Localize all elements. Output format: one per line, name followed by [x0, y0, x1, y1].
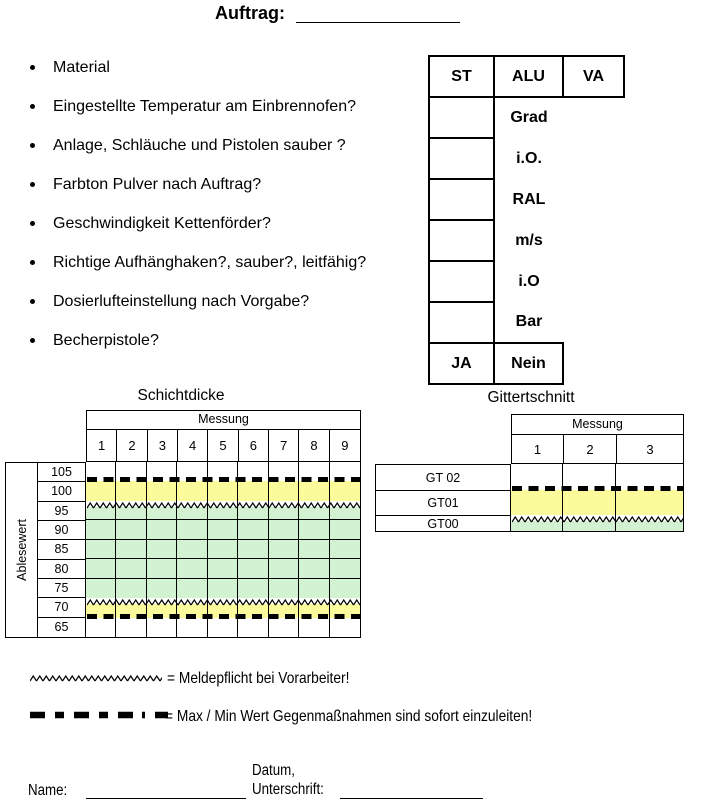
schichtdicke-title: Schichtdicke	[137, 387, 225, 404]
measurement-cell[interactable]	[330, 481, 360, 500]
measurement-cell[interactable]	[86, 559, 116, 577]
name-field[interactable]	[86, 780, 246, 799]
answer-ja-cell[interactable]: JA	[429, 343, 494, 384]
date-signature-label: Datum, Unterschrift:	[252, 762, 324, 798]
gitterschnitt-messung-header: Messung	[511, 414, 684, 434]
column-header: 2	[564, 435, 617, 463]
unit-label: Bar	[515, 313, 543, 330]
bullet-icon	[30, 338, 35, 343]
order-number-field[interactable]	[296, 4, 460, 23]
page-title: Auftrag:	[215, 3, 285, 23]
legend-dashed-text: = Max / Min Wert Gegenmaßnahmen sind sofort einzuleiten!	[165, 708, 533, 725]
measurement-cell[interactable]	[238, 462, 268, 481]
measurement-cell[interactable]	[147, 501, 177, 519]
grid-row-gt01	[511, 490, 683, 515]
checklist	[30, 48, 366, 360]
unit-label: Grad	[510, 109, 548, 126]
measurement-cell[interactable]	[86, 481, 116, 500]
measurement-cell[interactable]	[269, 618, 299, 637]
measurement-cell[interactable]	[330, 462, 360, 481]
answer-input-cell[interactable]	[429, 138, 494, 179]
column-header: 9	[341, 438, 349, 453]
measurement-cell[interactable]	[299, 618, 329, 637]
measurement-cell[interactable]	[208, 501, 238, 519]
measurement-cell[interactable]	[238, 481, 268, 500]
measurement-cell[interactable]	[299, 520, 329, 538]
column-header: 1	[512, 435, 564, 463]
measurement-cell[interactable]	[177, 598, 207, 617]
measurement-cell[interactable]	[116, 520, 146, 538]
checklist-item-label: Farbton Pulver nach Auftrag?	[53, 175, 262, 193]
bullet-icon	[30, 65, 35, 70]
checklist-item-label: Richtige Aufhänghaken?, sauber?, leitfähig?	[53, 253, 367, 271]
measurement-cell[interactable]	[177, 462, 207, 481]
measurement-cell[interactable]	[616, 464, 683, 490]
unit-label: i.O.	[516, 149, 542, 167]
measurement-cell[interactable]	[511, 515, 563, 531]
measurement-cell[interactable]	[299, 462, 329, 481]
gitterschnitt-measurement-grid	[511, 464, 684, 532]
row-value: 75	[38, 579, 85, 598]
measurement-cell[interactable]	[269, 501, 299, 519]
measurement-cell[interactable]	[116, 598, 146, 617]
measurement-cell[interactable]	[147, 579, 177, 598]
checklist-item	[30, 126, 366, 165]
grid-row-gt00	[511, 515, 683, 531]
measurement-cell[interactable]	[616, 515, 683, 531]
schichtdicke-messung-header: Messung	[86, 410, 361, 429]
column-header: 7	[269, 430, 299, 461]
gitterschnitt-column-headers	[511, 434, 684, 464]
unit-label: RAL	[512, 190, 546, 208]
measurement-cell[interactable]	[147, 481, 177, 500]
answer-nein-cell[interactable]: Nein	[494, 343, 563, 384]
measurement-cell[interactable]	[116, 579, 146, 598]
measurement-cell[interactable]	[269, 540, 299, 558]
measurement-cell[interactable]	[208, 598, 238, 617]
column-header: 8	[299, 430, 329, 461]
measurement-cell[interactable]	[616, 490, 683, 515]
checklist-item	[30, 48, 366, 87]
checklist-item	[30, 87, 366, 126]
measurement-cell[interactable]	[147, 520, 177, 538]
grid-row-65	[86, 618, 360, 637]
row-value: 70	[38, 598, 85, 617]
grid-row-75	[86, 579, 360, 598]
checklist-item	[30, 243, 366, 282]
measurement-cell[interactable]	[299, 579, 329, 598]
measurement-cell[interactable]	[147, 462, 177, 481]
checklist-item-label: Dosierlufteinstellung nach Vorgabe?	[53, 292, 310, 310]
measurement-cell[interactable]	[177, 559, 207, 577]
measurement-cell[interactable]	[208, 520, 238, 538]
checklist-item-label: Becherpistole?	[53, 331, 159, 349]
measurement-cell[interactable]	[563, 515, 616, 531]
measurement-cell[interactable]	[330, 540, 360, 558]
measurement-cell[interactable]	[208, 559, 238, 577]
schichtdicke-value-column	[38, 462, 86, 638]
measurement-cell[interactable]	[238, 501, 268, 519]
measurement-cell[interactable]	[208, 540, 238, 558]
grid-row-85	[86, 540, 360, 559]
measurement-cell[interactable]	[269, 520, 299, 538]
column-header: 4	[178, 430, 208, 461]
grid-row-95	[86, 501, 360, 520]
column-header: 6	[239, 430, 269, 461]
measurement-cell[interactable]	[299, 540, 329, 558]
measurement-cell[interactable]	[330, 579, 360, 598]
measurement-cell[interactable]	[299, 481, 329, 500]
checklist-item	[30, 165, 366, 204]
row-value: 100	[38, 482, 85, 501]
measurement-cell[interactable]	[299, 501, 329, 519]
measurement-cell[interactable]	[208, 618, 238, 637]
bullet-icon	[30, 104, 35, 109]
material-header-va: VA	[563, 56, 624, 97]
measurement-cell[interactable]	[147, 598, 177, 617]
axis-label: Ablesewert	[14, 519, 29, 581]
measurement-cell[interactable]	[330, 520, 360, 538]
answer-input-cell[interactable]	[429, 220, 494, 261]
measurement-cell[interactable]	[299, 598, 329, 617]
row-value: 90	[38, 521, 85, 540]
grid-row-105	[86, 462, 360, 481]
measurement-cell[interactable]	[269, 481, 299, 500]
schichtdicke-column-headers	[86, 429, 361, 462]
row-value: 105	[38, 463, 85, 482]
answer-input-cell[interactable]	[429, 179, 494, 220]
measurement-cell[interactable]	[86, 579, 116, 598]
measurement-cell[interactable]	[269, 598, 299, 617]
legend-wavy-line	[30, 674, 162, 683]
measurement-cell[interactable]	[238, 559, 268, 577]
measurement-cell[interactable]	[238, 598, 268, 617]
measurement-cell[interactable]	[208, 462, 238, 481]
column-header: 3	[148, 430, 178, 461]
measurement-cell[interactable]	[86, 462, 116, 481]
material-header-st: ST	[429, 56, 494, 97]
signature-field[interactable]	[340, 780, 483, 799]
grid-row-gt02	[511, 464, 683, 490]
measurement-cell[interactable]	[511, 464, 563, 490]
measurement-cell[interactable]	[116, 559, 146, 577]
row-value: 65	[54, 620, 69, 635]
column-header: 5	[208, 430, 238, 461]
measurement-cell[interactable]	[330, 559, 360, 577]
measurement-cell[interactable]	[177, 618, 207, 637]
schichtdicke-measurement-grid	[86, 462, 361, 638]
answer-input-cell[interactable]	[429, 302, 494, 343]
bullet-icon	[30, 260, 35, 265]
axis-label-box	[5, 462, 38, 638]
measurement-cell[interactable]	[177, 540, 207, 558]
legend-dashed-line	[30, 711, 168, 719]
measurement-cell[interactable]	[330, 501, 360, 519]
measurement-cell[interactable]	[238, 579, 268, 598]
answer-input-cell[interactable]	[429, 97, 494, 138]
measurement-cell[interactable]	[177, 481, 207, 500]
measurement-cell[interactable]	[299, 559, 329, 577]
row-label: GT00	[427, 516, 459, 531]
measurement-cell[interactable]	[116, 462, 146, 481]
measurement-cell[interactable]	[86, 598, 116, 617]
bullet-icon	[30, 143, 35, 148]
measurement-cell[interactable]	[177, 579, 207, 598]
row-value: 95	[38, 502, 85, 521]
column-header: 2	[117, 430, 147, 461]
measurement-cell[interactable]	[238, 618, 268, 637]
bullet-icon	[30, 182, 35, 187]
measurement-cell[interactable]	[238, 540, 268, 558]
bullet-icon	[30, 299, 35, 304]
measurement-cell[interactable]	[238, 520, 268, 538]
grid-row-70	[86, 598, 360, 617]
column-header: 1	[87, 430, 117, 461]
unit-label: m/s	[515, 231, 543, 249]
measurement-cell[interactable]	[147, 618, 177, 637]
material-header-alu: ALU	[494, 56, 563, 97]
measurement-cell[interactable]	[116, 501, 146, 519]
measurement-cell[interactable]	[563, 490, 616, 515]
measurement-cell[interactable]	[177, 501, 207, 519]
checklist-item-label: Geschwindigkeit Kettenförder?	[53, 214, 271, 232]
measurement-cell[interactable]	[330, 618, 360, 637]
name-label: Name:	[28, 782, 68, 799]
measurement-cell[interactable]	[116, 540, 146, 558]
unit-label: i.O	[518, 272, 540, 290]
row-label: GT01	[376, 491, 510, 516]
measurement-cell[interactable]	[511, 490, 563, 515]
measurement-cell[interactable]	[330, 598, 360, 617]
grid-row-100	[86, 481, 360, 500]
measurement-cell[interactable]	[269, 559, 299, 577]
measurement-cell[interactable]	[86, 540, 116, 558]
checklist-item	[30, 321, 366, 360]
measurement-cell[interactable]	[86, 501, 116, 519]
gitterschnitt-title: Gittertschnitt	[487, 389, 575, 406]
grid-row-90	[86, 520, 360, 539]
measurement-cell[interactable]	[116, 618, 146, 637]
grid-row-80	[86, 559, 360, 578]
row-value: 80	[38, 560, 85, 579]
column-header: 3	[646, 441, 654, 457]
checklist-item-label: Anlage, Schläuche und Pistolen sauber ?	[53, 136, 346, 154]
bullet-icon	[30, 221, 35, 226]
measurement-cell[interactable]	[116, 481, 146, 500]
measurement-cell[interactable]	[208, 481, 238, 500]
checklist-item	[30, 204, 366, 243]
measurement-cell[interactable]	[177, 520, 207, 538]
measurement-cell[interactable]	[269, 462, 299, 481]
measurement-cell[interactable]	[147, 559, 177, 577]
row-label: GT 02	[376, 465, 510, 491]
row-value: 85	[38, 540, 85, 559]
measurement-cell[interactable]	[269, 579, 299, 598]
measurement-cell[interactable]	[563, 464, 616, 490]
legend-wavy-text: = Meldepflicht bei Vorarbeiter!	[167, 670, 350, 687]
measurement-cell[interactable]	[147, 540, 177, 558]
gitterschnitt-row-labels	[375, 464, 511, 532]
material-answer-table	[428, 55, 625, 385]
checklist-item	[30, 282, 366, 321]
checklist-item-label: Material	[53, 58, 110, 76]
measurement-cell[interactable]	[86, 520, 116, 538]
measurement-cell[interactable]	[86, 618, 116, 637]
checklist-item-label: Eingestellte Temperatur am Einbrennofen?	[53, 97, 356, 115]
measurement-cell[interactable]	[208, 579, 238, 598]
answer-input-cell[interactable]	[429, 261, 494, 302]
